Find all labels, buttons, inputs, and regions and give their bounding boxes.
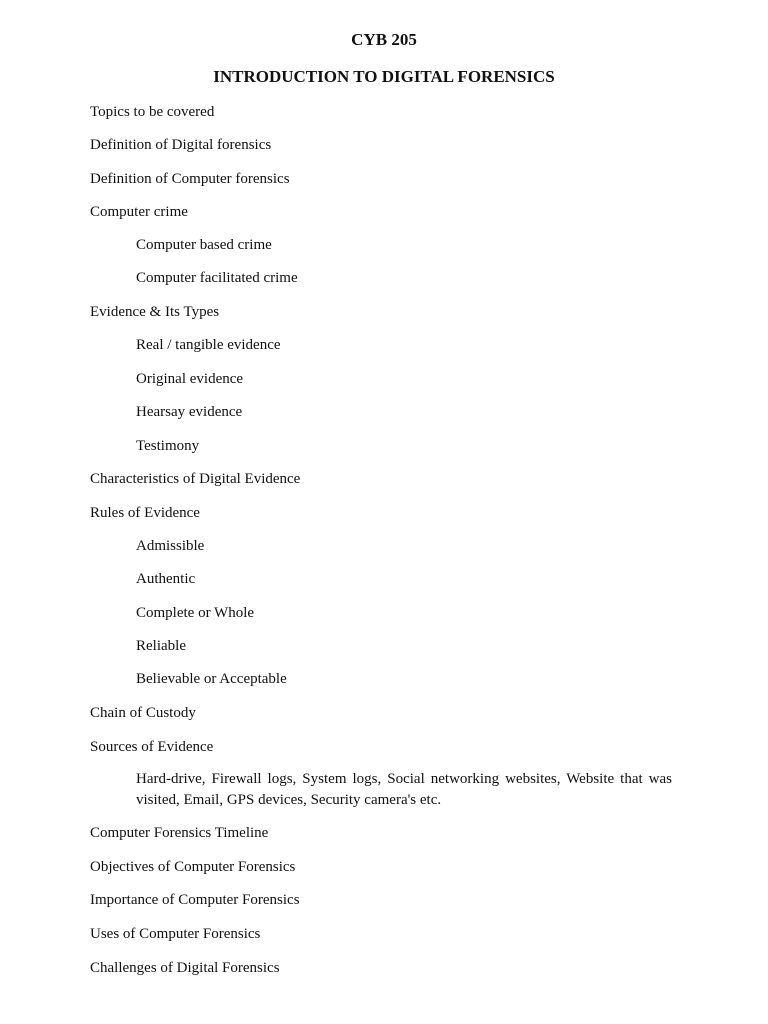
subtopic-item: Real / tangible evidence (136, 337, 281, 353)
topic-item: Characteristics of Digital Evidence (90, 471, 301, 487)
subtopic-item: Complete or Whole (136, 605, 255, 621)
topic-item: Objectives of Computer Forensics (90, 859, 296, 875)
subtopic-item: Hearsay evidence (136, 404, 243, 420)
subtopic-item: Admissible (136, 538, 205, 554)
topic-item: Evidence & Its Types (90, 304, 220, 320)
subtopic-item: Authentic (136, 571, 196, 587)
topic-item: Definition of Digital forensics (90, 137, 272, 153)
course-code: CYB 205 (351, 30, 417, 49)
topic-item: Definition of Computer forensics (90, 171, 290, 187)
topic-item: Chain of Custody (90, 705, 196, 721)
topic-item: Computer crime (90, 204, 188, 220)
topics-intro: Topics to be covered (90, 104, 215, 120)
subtopic-item: Believable or Acceptable (136, 671, 287, 687)
subtopic-item: Testimony (136, 438, 200, 454)
topic-item: Sources of Evidence (90, 739, 214, 755)
subtopic-item: Reliable (136, 638, 186, 654)
topic-item: Rules of Evidence (90, 505, 200, 521)
topic-item: Importance of Computer Forensics (90, 892, 300, 908)
subtopic-item: Computer based crime (136, 237, 272, 253)
topic-item: Computer Forensics Timeline (90, 825, 269, 841)
topic-item: Uses of Computer Forensics (90, 926, 261, 942)
sources-paragraph: Hard-drive, Firewall logs, System logs, Social networking websites, Website that was visited, Email, GPS devices, Security camera's etc. (136, 771, 672, 808)
topic-item: Challenges of Digital Forensics (90, 960, 280, 976)
subtopic-item: Computer facilitated crime (136, 270, 298, 286)
subtopic-item: Original evidence (136, 371, 244, 387)
course-title: INTRODUCTION TO DIGITAL FORENSICS (213, 67, 555, 86)
